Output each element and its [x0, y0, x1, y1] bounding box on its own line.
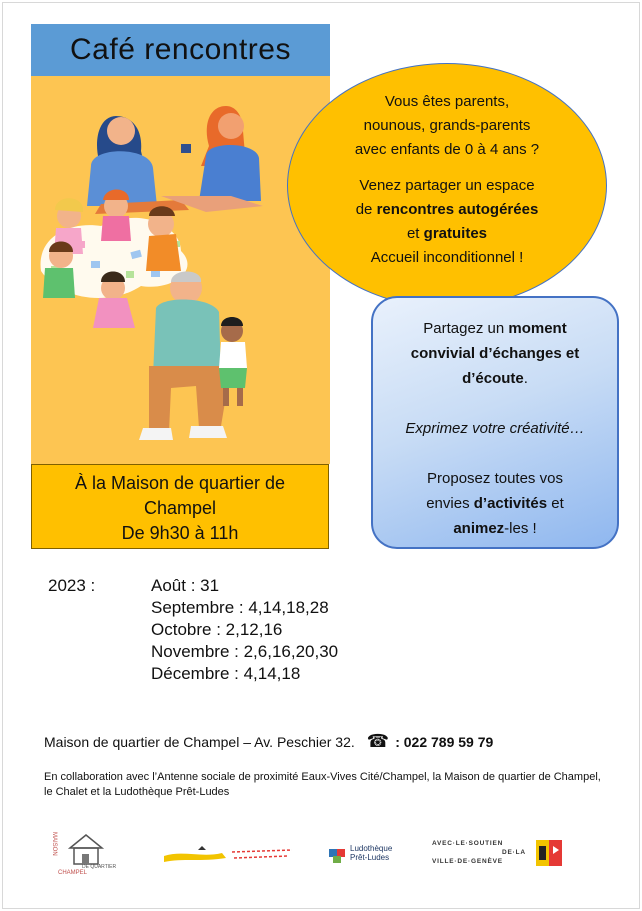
address-text: Maison de quartier de Champel – Av. Peschier 32. [44, 733, 355, 750]
phone-icon: ☎ [366, 731, 390, 751]
month-list [151, 575, 338, 685]
location-line-2: Champel [143, 498, 217, 518]
house-icon [66, 832, 106, 866]
circle-line-1: Vous êtes parents, [384, 93, 510, 110]
month-item: Octobre : 2,12,16 [151, 620, 283, 639]
geneva-coat-of-arms-icon [536, 840, 562, 866]
title-banner [31, 24, 330, 76]
circle-line-6: et gratuites [406, 225, 488, 242]
activities-box [371, 296, 619, 549]
address-line [44, 731, 493, 752]
circle-line-4: Venez partager un espace [359, 177, 535, 194]
month-item: Septembre : 4,14,18,28 [151, 598, 329, 617]
circle-line-7: Accueil inconditionnel ! [370, 249, 524, 266]
month-item: Août : 31 [151, 576, 220, 595]
year-label: 2023 : [48, 576, 96, 595]
bluebox-p3: Proposez toutes vos envies d’activités et animez-les ! [426, 470, 564, 537]
location-line-1: À la Maison de quartier de [74, 473, 286, 493]
maison-quartier-logo: MAISON DE QUARTIER CHAMPEL [51, 832, 117, 876]
gratuites-bold: gratuites [423, 225, 488, 242]
location-box [31, 464, 329, 549]
circle-line-5: de rencontres autogérées [355, 201, 539, 218]
info-circle [287, 63, 607, 308]
families-illustration [31, 76, 330, 464]
logos-row [40, 828, 620, 876]
month-item: Novembre : 2,6,16,20,30 [151, 642, 339, 661]
ludo-icon [328, 846, 348, 864]
rencontres-bold: rencontres autogérées [376, 201, 539, 218]
month-item: Décembre : 4,14,18 [151, 664, 301, 683]
ludotheque-logo: Ludothèque Prêt-Ludes [328, 844, 418, 868]
page-title: Café rencontres [70, 33, 291, 66]
circle-line-3: avec enfants de 0 à 4 ans ? [354, 141, 540, 158]
bluebox-p2: Exprimez votre créativité… [405, 420, 585, 437]
phone-number: : 022 789 59 79 [395, 733, 494, 750]
illustration [31, 76, 330, 464]
circle-line-2: nounous, grands-parents [363, 117, 531, 134]
ville-geneve-logo: AVEC·LE·SOUTIEN DE·LA VILLE·DE·GENÈVE [432, 840, 572, 870]
collaboration-text: En collaboration avec l’Antenne sociale de proximité Eaux-Vives Cité/Champel, la Maison de quartier de Champel, le Chalet et la Ludothèque Prêt-Ludes [44, 771, 601, 798]
chalet-logo [162, 844, 302, 866]
location-time: De 9h30 à 11h [121, 523, 239, 543]
bluebox-p1: Partagez un moment convivial d’échanges et d’écoute. [410, 320, 580, 387]
